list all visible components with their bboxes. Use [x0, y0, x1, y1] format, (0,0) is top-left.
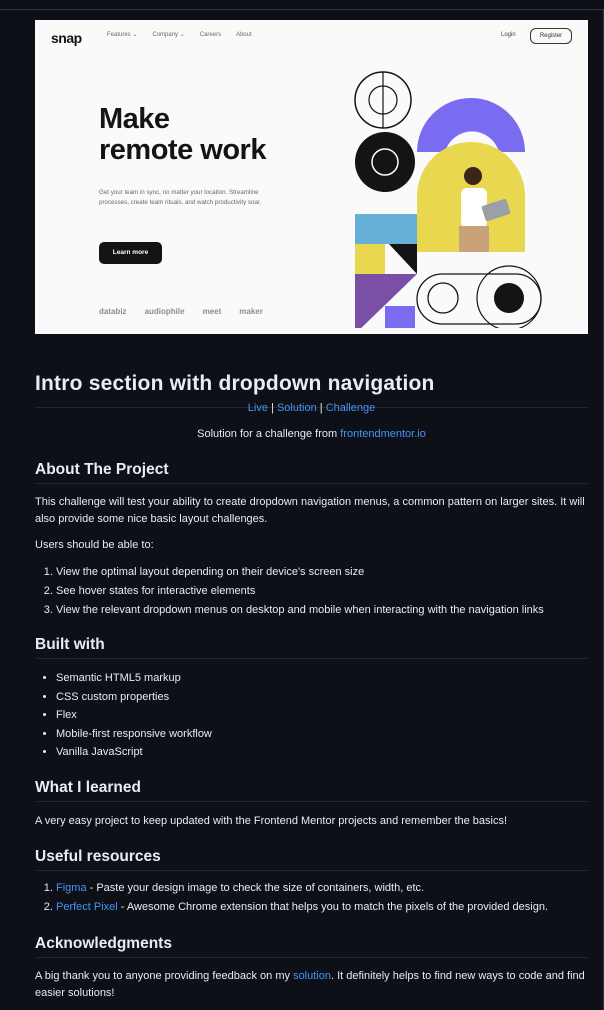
nav-careers: Careers [199, 32, 222, 38]
snap-logo: snap [51, 30, 82, 46]
figma-description: - Paste your design image to check the size of containers, width, etc. [86, 882, 425, 894]
ack-text-before: A big thank you to anyone providing feedback on my [35, 970, 294, 982]
preview-register: Register [530, 28, 572, 44]
preview-headline [99, 104, 266, 166]
resources-rule [35, 870, 588, 871]
list-item: • Flex [56, 706, 588, 725]
ack-text-after: . It definitely helps to find new ways to code and find easier solutions! [35, 970, 585, 999]
nav-company: Company ⌄ [152, 32, 185, 38]
solution-link[interactable]: Solution [276, 402, 317, 414]
links-row [35, 400, 588, 417]
preview-nav [107, 31, 267, 40]
separator-2: | [316, 402, 326, 414]
figma-link[interactable]: Figma [56, 882, 87, 894]
live-link[interactable]: Live [247, 402, 268, 414]
preview-subtext: Get your team in sync, no matter your location. Streamline processes, create team rituals, and watch productivity soar. [99, 189, 262, 206]
nav-about: About [236, 32, 252, 38]
resources-heading: Useful resources [35, 848, 161, 865]
resource-item-figma [56, 879, 588, 898]
about-heading: About The Project [35, 461, 169, 478]
list-item: • CSS custom properties [56, 688, 588, 707]
user-stories-list [35, 563, 588, 620]
preview-clients [99, 306, 263, 318]
built-rule [35, 658, 588, 659]
client-audiophile: audiophile [144, 307, 185, 316]
list-item: • Vanilla JavaScript [56, 743, 588, 762]
about-rule [35, 483, 588, 484]
acknowledgments-paragraph [35, 968, 588, 1001]
hero-illustration [349, 66, 579, 328]
learned-heading: What I learned [35, 779, 141, 796]
client-meet: meet [202, 307, 222, 316]
perfect-pixel-link[interactable]: Perfect Pixel [56, 901, 118, 913]
list-item: 2. See hover states for interactive elements [56, 582, 588, 601]
solution-for-text: Solution for a challenge from [197, 428, 341, 440]
resources-list [35, 879, 588, 917]
nav-features: Features ⌄ [107, 32, 138, 38]
acknowledgments-heading: Acknowledgments [35, 935, 172, 952]
resource-item-perfect-pixel [56, 898, 588, 917]
about-paragraph: This challenge will test your ability to create dropdown navigation menus, a common pattern on larger sites. It will also provide some nice basic layout challenges. [35, 496, 585, 525]
headline-line-1: Make [99, 103, 170, 135]
learned-rule [35, 801, 588, 802]
challenge-link[interactable]: Challenge [325, 402, 376, 414]
list-item: • Semantic HTML5 markup [56, 669, 588, 688]
client-databiz: databiz [99, 307, 127, 316]
page-title: Intro section with dropdown navigation [35, 372, 435, 395]
users-should-text: Users should be able to: [35, 539, 154, 551]
client-maker: maker [239, 307, 263, 316]
preview-image [35, 20, 588, 334]
built-heading: Built with [35, 636, 105, 653]
perfect-pixel-description: - Awesome Chrome extension that helps you to match the pixels of the provided design. [117, 901, 549, 913]
learned-paragraph: A very easy project to keep updated with the Frontend Mentor projects and remember the basics! [35, 815, 508, 827]
frontendmentor-link[interactable]: frontendmentor.io [340, 428, 426, 440]
ack-solution-link[interactable]: solution [293, 970, 331, 982]
separator-1: | [267, 402, 277, 414]
headline-line-2: remote work [99, 134, 266, 166]
top-border [0, 9, 604, 10]
list-item: 1. View the optimal layout depending on their device's screen size [56, 563, 588, 582]
readme-content [35, 20, 588, 999]
list-item: 3. View the relevant dropdown menus on desktop and mobile when interacting with the navigation links [56, 601, 588, 620]
preview-login: Login [501, 32, 516, 38]
solution-for [35, 426, 588, 443]
list-item: • Mobile-first responsive workflow [56, 725, 588, 744]
acknowledgments-rule [35, 957, 588, 958]
built-with-list [35, 669, 588, 762]
preview-learn-more: Learn more [99, 242, 162, 264]
